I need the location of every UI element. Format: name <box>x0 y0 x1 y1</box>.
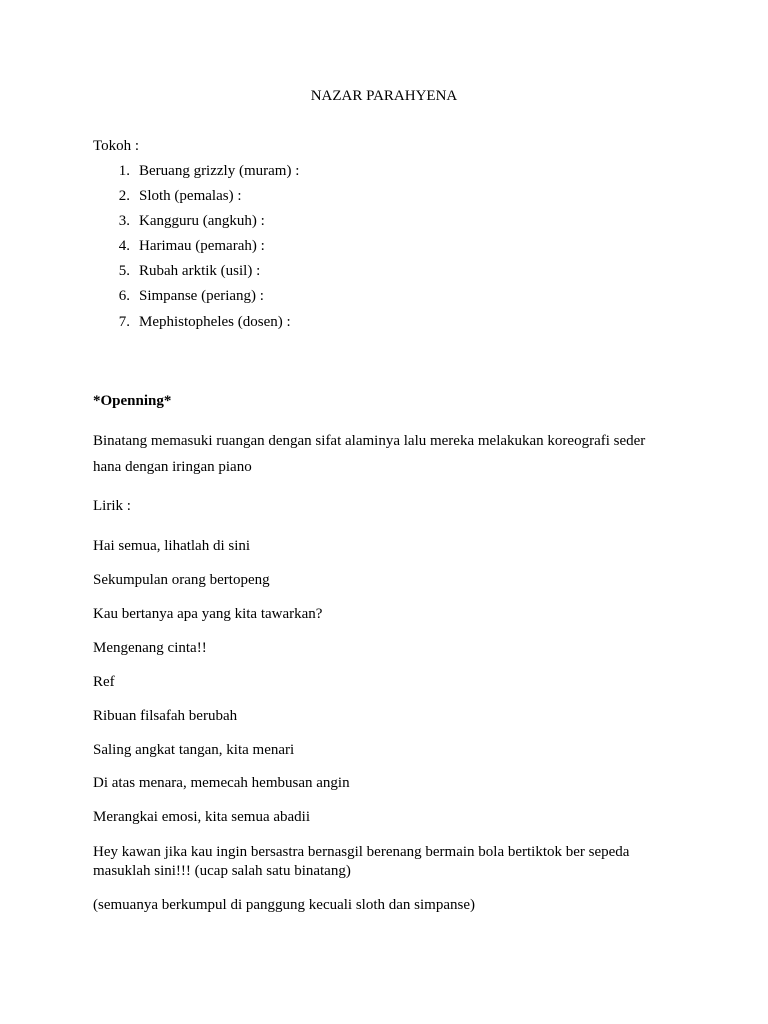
lyric-line: Merangkai emosi, kita semua abadii <box>93 809 311 825</box>
lyric-line: Ribuan filsafah berubah <box>93 708 238 724</box>
cast-item-number: 3. <box>118 213 130 229</box>
dialog-line: masuklah sini!!! (ucap salah satu binatang) <box>93 863 351 879</box>
cast-item: Sloth (pemalas) : <box>139 188 242 204</box>
document-title: NAZAR PARAHYENA <box>310 88 458 104</box>
cast-item-number: 5. <box>118 263 130 279</box>
cast-item-number: 2. <box>118 188 130 204</box>
cast-item-number: 6. <box>118 288 130 304</box>
cast-item: Beruang grizzly (muram) : <box>139 163 300 179</box>
cast-item-number: 4. <box>118 238 130 254</box>
lyric-line: Mengenang cinta!! <box>93 640 207 656</box>
cast-item-number: 7. <box>118 314 130 330</box>
cast-item: Mephistopheles (dosen) : <box>139 314 291 330</box>
cast-item: Kangguru (angkuh) : <box>139 213 265 229</box>
cast-item: Simpanse (periang) : <box>139 288 264 304</box>
intro-paragraph-line: Binatang memasuki ruangan dengan sifat alaminya lalu mereka melakukan koreografi seder <box>93 433 646 449</box>
cast-item: Harimau (pemarah) : <box>139 238 265 254</box>
lyric-line: Sekumpulan orang bertopeng <box>93 572 270 588</box>
lyric-line: Ref <box>93 674 115 690</box>
stage-direction: (semuanya berkumpul di panggung kecuali sloth dan simpanse) <box>93 897 475 913</box>
lyrics-label: Lirik : <box>93 498 131 514</box>
lyric-line: Di atas menara, memecah hembusan angin <box>93 775 350 791</box>
lyric-line: Kau bertanya apa yang kita tawarkan? <box>93 606 323 622</box>
dialog-line: Hey kawan jika kau ingin bersastra bernasgil berenang bermain bola bertiktok ber sepeda <box>93 844 630 860</box>
cast-item-number: 1. <box>118 163 130 179</box>
cast-item: Rubah arktik (usil) : <box>139 263 261 279</box>
lyric-line: Saling angkat tangan, kita menari <box>93 742 295 758</box>
lyric-line: Hai semua, lihatlah di sini <box>93 538 251 554</box>
intro-paragraph-line: hana dengan iringan piano <box>93 459 252 475</box>
opening-heading: *Openning* <box>93 393 172 409</box>
cast-heading: Tokoh : <box>93 138 140 154</box>
